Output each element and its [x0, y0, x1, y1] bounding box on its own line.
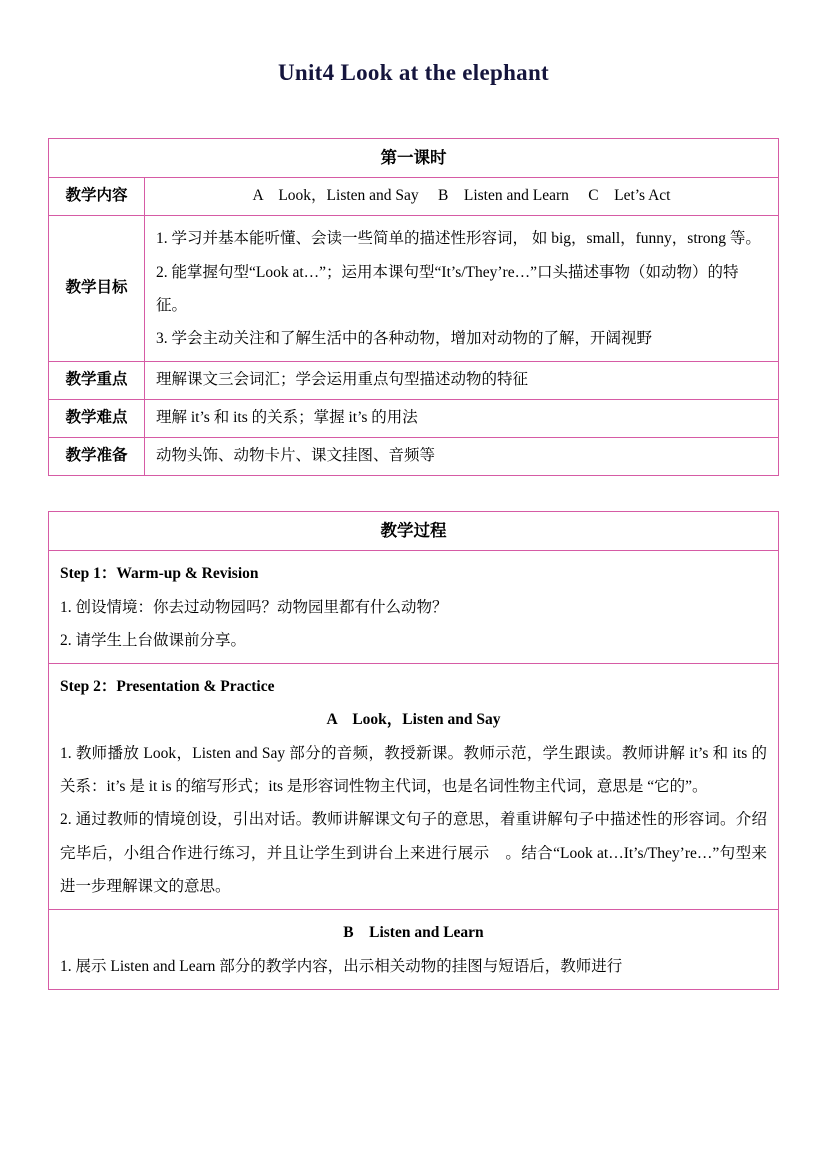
table-row	[49, 664, 779, 910]
step2-cell	[49, 664, 779, 910]
goal-line: 3. 学会主动关注和了解生活中的各种动物，增加对动物的了解，开阔视野	[156, 330, 653, 348]
goal-line: 2. 能掌握句型“Look at…”；运用本课句型“It’s/They’re…”口头描述事物（如动物）的特征。	[156, 263, 739, 314]
table-row	[49, 139, 779, 178]
table-row	[49, 362, 779, 400]
table-row	[49, 216, 779, 362]
teaching-key-label: 教学重点	[49, 362, 145, 400]
section-b-heading: B Listen and Learn	[343, 924, 484, 942]
section-b-cell	[49, 910, 779, 990]
teaching-process-table	[48, 511, 779, 990]
teaching-goal-value	[145, 216, 779, 362]
teaching-content-label: 教学内容	[49, 178, 145, 216]
goal-line: 1. 学习并基本能听懂、会读一些简单的描述性形容词， 如 big，small，funny，strong 等。	[156, 230, 761, 248]
step2-title: Step 2：Presentation & Practice	[60, 678, 275, 696]
teaching-goal-label: 教学目标	[49, 216, 145, 362]
process-table-header: 教学过程	[49, 511, 779, 550]
page-title: Unit4 Look at the elephant	[277, 60, 550, 85]
teaching-difficulty-label: 教学难点	[49, 400, 145, 438]
teaching-key-value: 理解课文三会词汇；学会运用重点句型描述动物的特征	[145, 362, 779, 400]
step1-cell	[49, 551, 779, 664]
table-row	[49, 438, 779, 476]
section-b-paragraph: 1. 展示 Listen and Learn 部分的教学内容，出示相关动物的挂图与短语后，教师进行	[60, 957, 623, 975]
table-row	[49, 551, 779, 664]
teaching-prep-value: 动物头饰、动物卡片、课文挂图、音频等	[145, 438, 779, 476]
section-a-heading: A Look，Listen and Say	[326, 711, 501, 729]
teaching-content-value: A Look，Listen and Say B Listen and Learn C Let’s Act	[145, 178, 779, 216]
lesson-info-table	[48, 138, 779, 476]
table-row	[49, 511, 779, 550]
table-row	[49, 910, 779, 990]
step1-line: 1. 创设情境：你去过动物园吗？动物园里都有什么动物？	[60, 598, 448, 616]
step2-paragraph: 1. 教师播放 Look，Listen and Say 部分的音频，教授新课。教师示范，学生跟读。教师讲解 it’s 和 its 的关系：it’s 是 it is 的缩写形式；its 是形容词性物主代词，也是名词性物主代词，意思是 “它的”。	[60, 744, 767, 796]
teaching-difficulty-value: 理解 it’s 和 its 的关系；掌握 it’s 的用法	[145, 400, 779, 438]
step2-paragraph: 2. 通过教师的情境创设，引出对话。教师讲解课文句子的意思，着重讲解句子中描述性的形容词。介绍完毕后，小组合作进行练习，并且让学生到讲台上来进行展示 。结合“Look at…It’s/They’re…”句型来进一步理解课文的意思。	[60, 811, 767, 896]
step1-line: 2. 请学生上台做课前分享。	[60, 631, 247, 649]
table-row	[49, 400, 779, 438]
step1-title: Step 1：Warm-up & Revision	[60, 565, 259, 583]
lesson-table-header: 第一课时	[49, 139, 779, 178]
teaching-prep-label: 教学准备	[49, 438, 145, 476]
table-row	[49, 178, 779, 216]
